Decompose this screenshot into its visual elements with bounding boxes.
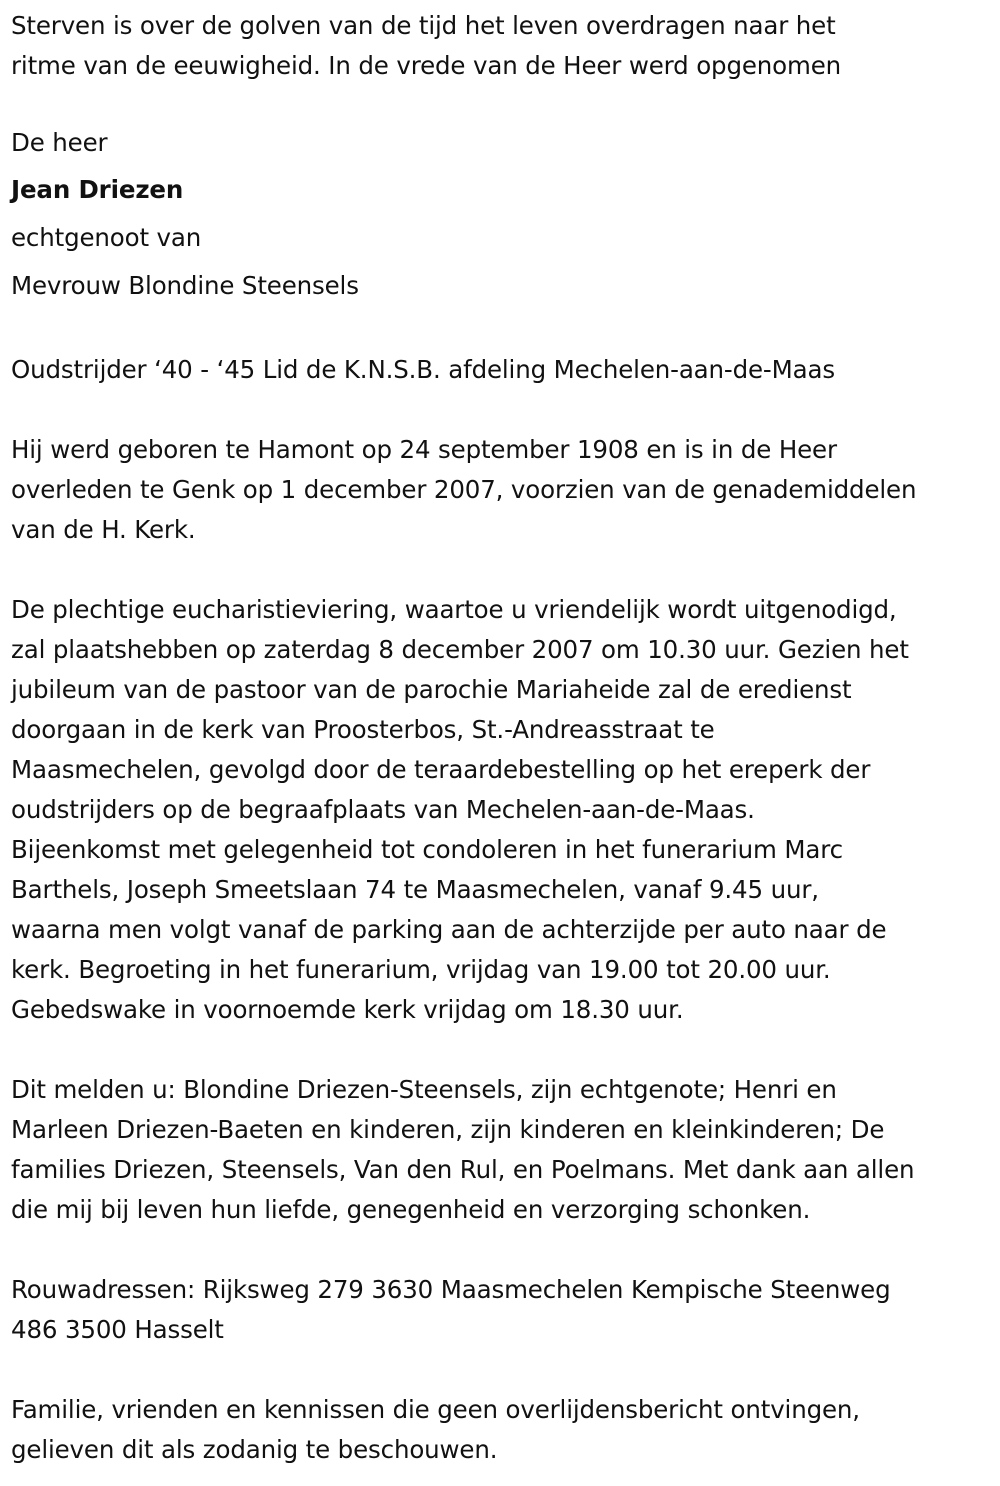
- intro-line: Sterven is over de golven van de tijd het leven overdragen naar het: [11, 11, 836, 40]
- ceremony-line: kerk. Begroeting in het funerarium, vrijdag van 19.00 tot 20.00 uur.: [11, 955, 831, 984]
- ceremony-line: Maasmechelen, gevolgd door de teraardebestelling op het ereperk der: [11, 755, 871, 784]
- birth-death-line: van de H. Kerk.: [11, 515, 196, 544]
- intro-paragraph: [11, 6, 995, 86]
- intro-line: ritme van de eeuwigheid. In de vrede van de Heer werd opgenomen: [11, 51, 841, 80]
- birth-death-line: Hij werd geboren te Hamont op 24 september 1908 en is in de Heer: [11, 435, 837, 464]
- closing-paragraph: [11, 1390, 995, 1470]
- closing-line: gelieven dit als zodanig te beschouwen.: [11, 1435, 498, 1464]
- ceremony-line: Bijeenkomst met gelegenheid tot condoleren in het funerarium Marc: [11, 835, 843, 864]
- deceased-name: Jean Driezen: [11, 175, 184, 204]
- announcement-line: Dit melden u: Blondine Driezen-Steensels, zijn echtgenote; Henri en: [11, 1075, 837, 1104]
- relation-text: echtgenoot van: [11, 223, 202, 252]
- veteran-line: Oudstrijder ‘40 - ‘45 Lid de K.N.S.B. afdeling Mechelen-aan-de-Maas: [11, 355, 835, 384]
- announcement-line: die mij bij leven hun liefde, genegenheid en verzorging schonken.: [11, 1195, 811, 1224]
- announcement-line: Marleen Driezen-Baeten en kinderen, zijn kinderen en kleinkinderen; De: [11, 1115, 885, 1144]
- ceremony-paragraph: [11, 590, 995, 1030]
- address-paragraph: [11, 1270, 995, 1350]
- title-prefix: De heer: [11, 128, 108, 157]
- ceremony-line: waarna men volgt vanaf de parking aan de achterzijde per auto naar de: [11, 915, 887, 944]
- announcement-paragraph: [11, 1070, 995, 1230]
- announcement-line: families Driezen, Steensels, Van den Rul, en Poelmans. Met dank aan allen: [11, 1155, 915, 1184]
- ceremony-line: doorgaan in de kerk van Proosterbos, St.-Andreasstraat te: [11, 715, 715, 744]
- ceremony-line: De plechtige eucharistieviering, waartoe u vriendelijk wordt uitgenodigd,: [11, 595, 897, 624]
- ceremony-line: jubileum van de pastoor van de parochie Mariaheide zal de eredienst: [11, 675, 852, 704]
- ceremony-line: oudstrijders op de begraafplaats van Mechelen-aan-de-Maas.: [11, 795, 755, 824]
- ceremony-line: Barthels, Joseph Smeetslaan 74 te Maasmechelen, vanaf 9.45 uur,: [11, 875, 819, 904]
- ceremony-line: zal plaatshebben op zaterdag 8 december 2007 om 10.30 uur. Gezien het: [11, 635, 909, 664]
- closing-line: Familie, vrienden en kennissen die geen overlijdensbericht ontvingen,: [11, 1395, 860, 1424]
- ceremony-line: Gebedswake in voornoemde kerk vrijdag om 18.30 uur.: [11, 995, 684, 1024]
- address-line: Rouwadressen: Rijksweg 279 3630 Maasmechelen Kempische Steenweg: [11, 1275, 891, 1304]
- obituary-document: [11, 6, 995, 1470]
- spouse-name: Mevrouw Blondine Steensels: [11, 271, 359, 300]
- birth-death-line: overleden te Genk op 1 december 2007, voorzien van de genademiddelen: [11, 475, 917, 504]
- address-line: 486 3500 Hasselt: [11, 1315, 224, 1344]
- birth-death-paragraph: [11, 430, 995, 550]
